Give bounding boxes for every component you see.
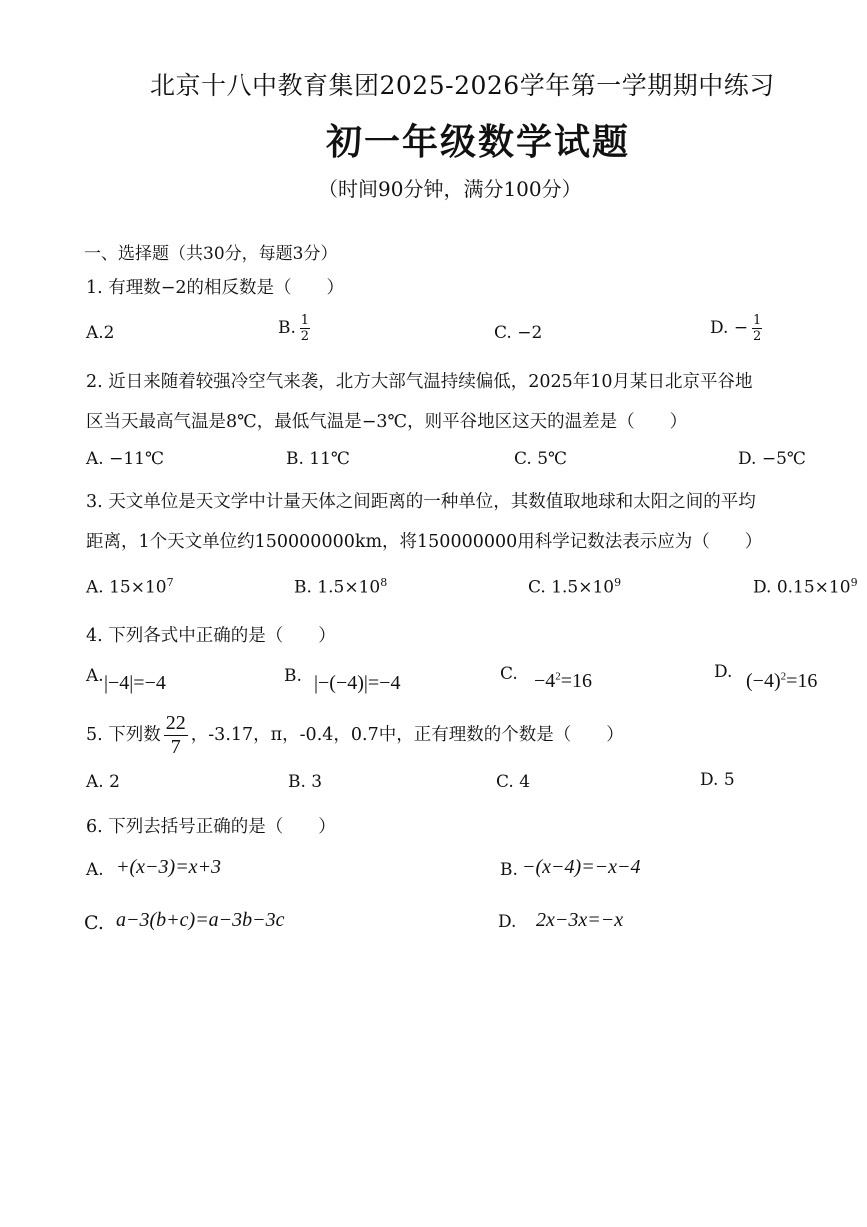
- question-1-option-d: [710, 314, 762, 343]
- question-4-option-a: |−4|=−4: [104, 672, 166, 694]
- question-4-option-b-label: B.: [284, 666, 302, 686]
- fraction-numerator: 1: [300, 313, 310, 328]
- option-base: C. 1.5×10: [528, 577, 615, 598]
- question-5-option-d: D. 5: [700, 770, 735, 790]
- expr-base: (−4): [746, 670, 781, 692]
- question-2-stem-line-1: 2. 近日来随着较强冷空气来袭，北方大部气温持续偏低，2025年10月某日北京平谷地: [86, 372, 753, 392]
- exponent: 2: [780, 670, 787, 683]
- question-3-option-d: [753, 576, 858, 598]
- option-base: A. 15×10: [86, 577, 167, 598]
- question-2-option-a: A. −11℃: [86, 449, 164, 469]
- question-5-option-c: C. 4: [496, 772, 531, 792]
- fraction-denominator: 7: [170, 736, 181, 758]
- question-6-option-d: 2x−3x=−x: [536, 909, 624, 931]
- question-3-option-c: [528, 576, 621, 598]
- option-label: D. −: [710, 318, 749, 338]
- question-4-option-c: [534, 670, 592, 693]
- exponent: 2: [555, 670, 561, 683]
- expr-rest: =16: [786, 670, 818, 692]
- stem-prefix: 5. 下列数: [86, 725, 161, 745]
- expr-rest: =16: [560, 670, 593, 692]
- question-4-option-b: |−(−4)|=−4: [314, 672, 401, 694]
- question-6-option-c: a−3(b+c)=a−3b−3c: [116, 909, 285, 931]
- exam-subtitle: （时间90分钟，满分100分）: [318, 177, 582, 201]
- question-1-option-a: A.2: [86, 323, 115, 343]
- exponent: 7: [166, 576, 174, 589]
- question-2-stem-line-2: 区当天最高气温是8℃，最低气温是−3℃，则平谷地区这天的温差是（ ）: [86, 412, 688, 432]
- fraction: [164, 713, 188, 758]
- exponent: 8: [380, 576, 388, 589]
- question-6-option-a-label: A.: [86, 860, 104, 880]
- school-header: 北京十八中教育集团2025-2026学年第一学期期中练习: [150, 71, 775, 100]
- fraction-denominator: 2: [300, 329, 310, 344]
- fraction-numerator: 22: [165, 712, 186, 734]
- question-6-option-a: +(x−3)=x+3: [116, 856, 222, 878]
- option-label: B.: [278, 318, 296, 338]
- question-5-option-a: A. 2: [86, 772, 120, 792]
- exponent: 9: [614, 576, 622, 589]
- question-2-option-d: D. −5℃: [738, 449, 806, 469]
- fraction-denominator: 2: [752, 329, 762, 344]
- question-6-option-c-label: C.: [84, 912, 104, 934]
- question-2-option-b: B. 11℃: [286, 449, 350, 469]
- question-5-option-b: B. 3: [288, 772, 323, 792]
- exam-title: 初一年级数学试题: [326, 122, 631, 163]
- fraction-numerator: 1: [752, 313, 762, 328]
- question-4-option-d: [746, 670, 817, 693]
- question-3-option-b: [294, 576, 387, 598]
- question-4-option-d-label: D.: [714, 662, 733, 682]
- question-3-option-a: [86, 576, 174, 598]
- fraction: [300, 314, 310, 343]
- option-base: B. 1.5×10: [294, 577, 381, 598]
- question-6-option-b: −(x−4)=−x−4: [522, 856, 641, 878]
- section-heading: 一、选择题（共30分，每题3分）: [84, 244, 338, 264]
- question-4-option-a-label: A.: [86, 666, 104, 686]
- stem-suffix: ，-3.17，π，-0.4，0.7中，正有理数的个数是（ ）: [190, 725, 624, 745]
- question-1-stem: 1. 有理数−2的相反数是（ ）: [86, 278, 345, 298]
- question-6-option-d-label: D.: [498, 912, 517, 932]
- question-1-option-c: C. −2: [494, 323, 543, 343]
- question-4-option-c-label: C.: [500, 664, 518, 684]
- question-2-option-c: C. 5℃: [514, 449, 568, 469]
- question-5-stem: [86, 712, 624, 758]
- exponent: 9: [850, 576, 858, 589]
- question-6-option-b-label: B.: [500, 860, 518, 880]
- fraction: [752, 314, 762, 343]
- question-3-stem-line-2: 距离，1个天文单位约150000000km，将150000000用科学记数法表示应为（ ）: [86, 532, 763, 552]
- expr-base: −4: [534, 670, 556, 692]
- question-1-option-b: [278, 314, 310, 343]
- option-base: D. 0.15×10: [753, 577, 851, 598]
- question-3-stem-line-1: 3. 天文单位是天文学中计量天体之间距离的一种单位，其数值取地球和太阳之间的平均: [86, 492, 756, 512]
- question-6-stem: 6. 下列去括号正确的是（ ）: [86, 817, 336, 837]
- question-4-stem: 4. 下列各式中正确的是（ ）: [86, 626, 336, 646]
